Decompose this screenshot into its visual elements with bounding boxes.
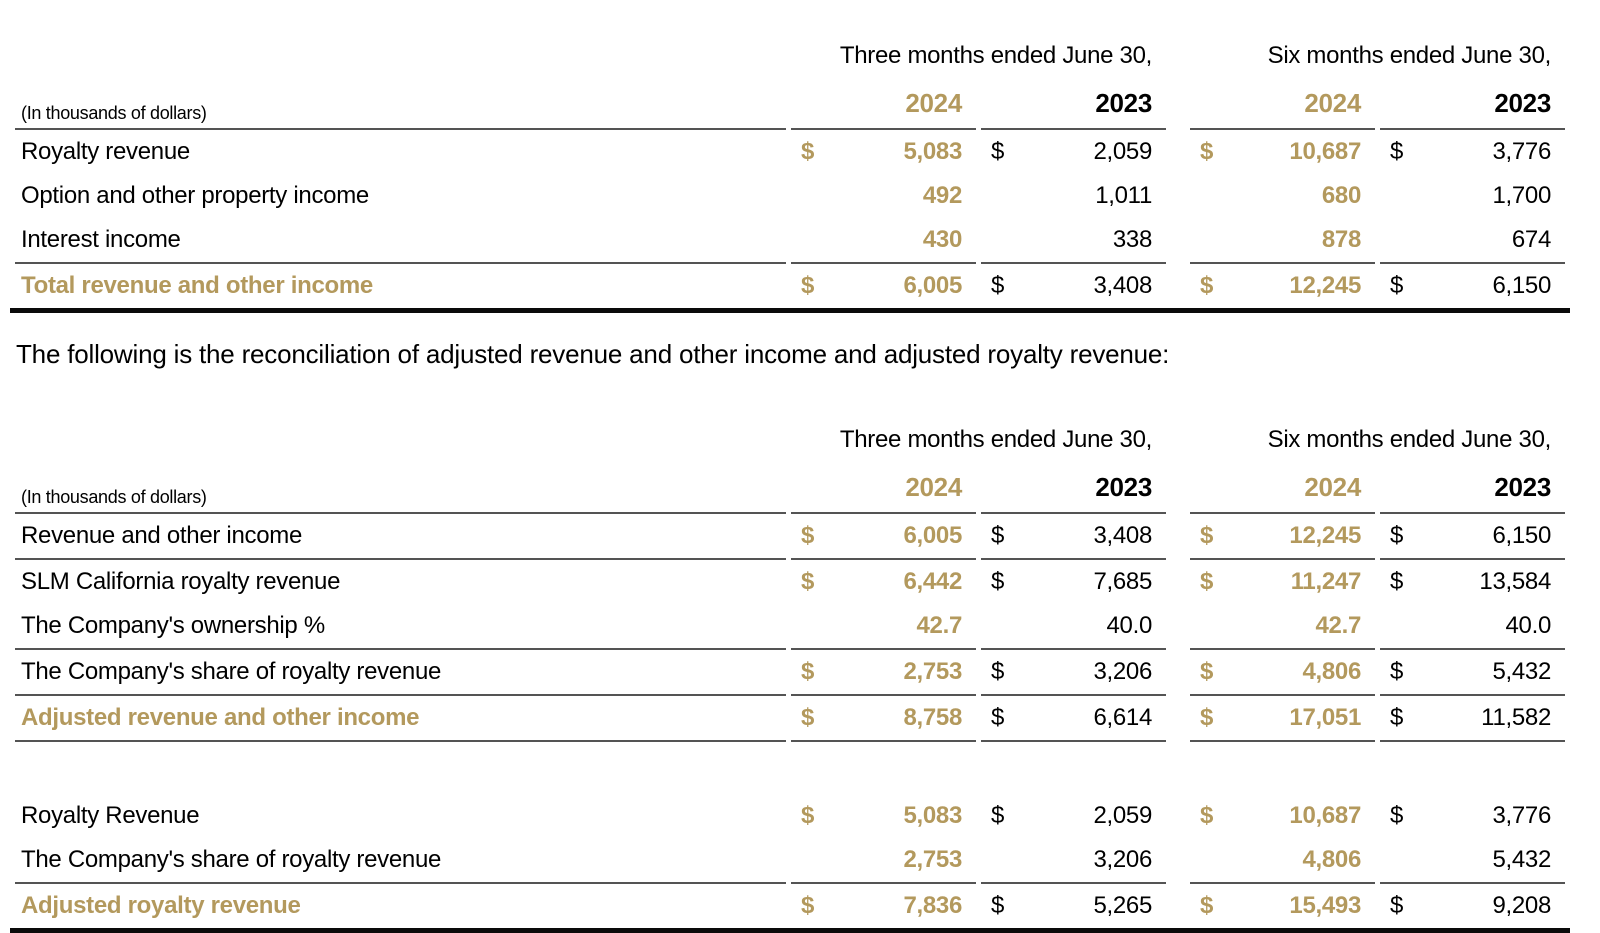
value: 10,687	[1289, 138, 1361, 165]
value: 492	[922, 182, 962, 209]
row-label: Total revenue and other income	[21, 272, 373, 299]
dollar-sign: $	[1200, 522, 1214, 549]
value-cell	[1380, 130, 1565, 174]
value: 4,806	[1302, 658, 1361, 685]
value: 2,753	[903, 846, 962, 873]
dollar-sign: $	[801, 568, 815, 595]
dollar-sign: $	[991, 658, 1005, 685]
year-header-2024: 2024	[1190, 462, 1375, 514]
value: 2,059	[1093, 802, 1152, 829]
value: 3,206	[1093, 846, 1152, 873]
value-cell	[1380, 650, 1565, 696]
total-row	[15, 884, 1565, 928]
dollar-sign: $	[1200, 272, 1214, 299]
value: 5,432	[1492, 658, 1551, 685]
dollar-sign: $	[1200, 658, 1214, 685]
dollar-sign: $	[801, 892, 815, 919]
value: 1,011	[1095, 182, 1152, 209]
value-cell	[1190, 884, 1375, 928]
dollar-sign: $	[801, 802, 815, 829]
value: 11,247	[1290, 568, 1361, 595]
value-cell	[1190, 174, 1375, 218]
year-header-2023: 2023	[1380, 78, 1565, 130]
value-cell	[791, 838, 976, 884]
table-row	[15, 604, 1565, 650]
value: 3,776	[1492, 138, 1551, 165]
value: 17,051	[1289, 704, 1361, 731]
value-cell	[981, 264, 1166, 308]
value: 12,245	[1289, 522, 1361, 549]
dollar-sign: $	[991, 272, 1005, 299]
value: 42.7	[1315, 612, 1361, 639]
value-cell	[791, 604, 976, 650]
value-cell	[1190, 650, 1375, 696]
row-label: Adjusted royalty revenue	[21, 892, 301, 919]
spacer-row	[15, 742, 1565, 794]
value-cell	[981, 174, 1166, 218]
value: 338	[1112, 226, 1152, 253]
table-row	[15, 130, 1565, 174]
dollar-sign: $	[1200, 568, 1214, 595]
value-cell	[791, 218, 976, 264]
dollar-sign: $	[801, 704, 815, 731]
dollar-sign: $	[801, 658, 815, 685]
row-label: Interest income	[15, 218, 786, 264]
period-header-three-months: Three months ended June 30,	[839, 426, 1152, 453]
year-header-row	[15, 78, 1565, 130]
value: 878	[1321, 226, 1361, 253]
row-label: SLM California royalty revenue	[21, 568, 341, 595]
value-cell	[1380, 696, 1565, 742]
dollar-sign: $	[1200, 892, 1214, 919]
value: 7,836	[903, 892, 962, 919]
value-cell	[1190, 794, 1375, 838]
value-cell	[981, 650, 1166, 696]
value: 11,582	[1481, 704, 1551, 731]
value: 680	[1321, 182, 1361, 209]
units-label: (In thousands of dollars)	[15, 462, 786, 514]
year-header-2023: 2023	[981, 462, 1166, 514]
units-label: (In thousands of dollars)	[15, 78, 786, 130]
value-cell	[1190, 130, 1375, 174]
value: 9,208	[1492, 892, 1551, 919]
row-label: The Company's ownership %	[15, 604, 786, 650]
reconciliation-table-wrap	[10, 410, 1570, 933]
value-cell	[1380, 264, 1565, 308]
dollar-sign: $	[991, 568, 1005, 595]
value: 2,753	[903, 658, 962, 685]
value-cell	[981, 514, 1166, 560]
value-cell	[1190, 604, 1375, 650]
dollar-sign: $	[991, 522, 1005, 549]
value: 3,408	[1093, 522, 1152, 549]
revenue-table-wrap	[10, 26, 1570, 313]
dollar-sign: $	[801, 138, 815, 165]
table-row	[15, 838, 1565, 884]
year-header-2023: 2023	[1380, 462, 1565, 514]
row-label: Adjusted revenue and other income	[15, 696, 786, 742]
value-cell	[1380, 514, 1565, 560]
value: 5,083	[903, 138, 962, 165]
value-cell	[1190, 514, 1375, 560]
value-cell	[981, 696, 1166, 742]
row-label: Royalty revenue	[21, 138, 190, 165]
value-cell	[1380, 174, 1565, 218]
dollar-sign: $	[991, 892, 1005, 919]
row-label: The Company's share of royalty revenue	[15, 838, 786, 884]
table-header-row	[15, 410, 1565, 462]
value-cell	[1380, 884, 1565, 928]
period-header-three-months: Three months ended June 30,	[839, 42, 1152, 69]
table-row	[15, 514, 1565, 560]
value: 1,700	[1492, 182, 1551, 209]
table-row	[15, 560, 1565, 604]
value: 4,806	[1302, 846, 1361, 873]
value-cell	[1190, 218, 1375, 264]
dollar-sign: $	[801, 522, 815, 549]
value: 6,150	[1492, 522, 1551, 549]
dollar-sign: $	[1390, 522, 1404, 549]
value: 6,005	[903, 522, 962, 549]
dollar-sign: $	[1390, 658, 1404, 685]
row-label: Royalty Revenue	[21, 802, 200, 829]
value-cell	[791, 130, 976, 174]
value: 42.7	[916, 612, 962, 639]
value: 40.0	[1106, 612, 1152, 639]
year-header-2024: 2024	[791, 462, 976, 514]
value-cell	[1380, 794, 1565, 838]
value: 12,245	[1289, 272, 1361, 299]
year-header-row	[15, 462, 1565, 514]
value-cell	[981, 884, 1166, 928]
table-row	[15, 174, 1565, 218]
value-cell	[791, 514, 976, 560]
value-cell	[1380, 838, 1565, 884]
value-cell	[981, 130, 1166, 174]
value-cell	[1380, 560, 1565, 604]
value-cell	[791, 884, 976, 928]
dollar-sign: $	[801, 272, 815, 299]
value-cell	[791, 174, 976, 218]
value: 5,083	[903, 802, 962, 829]
value: 6,614	[1093, 704, 1152, 731]
dollar-sign: $	[1200, 138, 1214, 165]
reconciliation-table	[10, 410, 1570, 928]
reconciliation-intro-text: The following is the reconciliation of adjusted revenue and other income and adjusted royalty revenue:	[16, 339, 1170, 369]
period-header-six-months: Six months ended June 30,	[1267, 42, 1551, 69]
value-cell	[1190, 696, 1375, 742]
value: 15,493	[1289, 892, 1361, 919]
dollar-sign: $	[1390, 272, 1404, 299]
table-row	[15, 794, 1565, 838]
dollar-sign: $	[1390, 568, 1404, 595]
value: 430	[922, 226, 962, 253]
dollar-sign: $	[1200, 704, 1214, 731]
row-label: Revenue and other income	[15, 514, 786, 560]
value-cell	[981, 560, 1166, 604]
dollar-sign: $	[991, 802, 1005, 829]
value: 3,206	[1093, 658, 1152, 685]
total-row	[15, 264, 1565, 308]
dollar-sign: $	[1390, 704, 1404, 731]
value-cell	[981, 218, 1166, 264]
value-cell	[1380, 604, 1565, 650]
value-cell	[1190, 560, 1375, 604]
value-cell	[981, 794, 1166, 838]
dollar-sign: $	[1390, 802, 1404, 829]
revenue-table	[10, 26, 1570, 308]
value: 10,687	[1289, 802, 1361, 829]
total-row	[15, 696, 1565, 742]
year-header-2024: 2024	[791, 78, 976, 130]
value: 674	[1511, 226, 1551, 253]
value-cell	[981, 838, 1166, 884]
value: 2,059	[1093, 138, 1152, 165]
value: 5,265	[1093, 892, 1152, 919]
value: 6,005	[903, 272, 962, 299]
dollar-sign: $	[991, 138, 1005, 165]
dollar-sign: $	[1200, 802, 1214, 829]
value-cell	[1190, 838, 1375, 884]
value: 13,584	[1479, 568, 1551, 595]
year-header-2024: 2024	[1190, 78, 1375, 130]
table-row	[15, 650, 1565, 696]
value-cell	[791, 650, 976, 696]
year-header-2023: 2023	[981, 78, 1166, 130]
dollar-sign: $	[1390, 892, 1404, 919]
value: 40.0	[1505, 612, 1551, 639]
value: 7,685	[1093, 568, 1152, 595]
table-header-row	[15, 26, 1565, 78]
value: 3,776	[1492, 802, 1551, 829]
row-label: Option and other property income	[21, 182, 369, 209]
value-cell	[791, 560, 976, 604]
value-cell	[791, 264, 976, 308]
row-label: The Company's share of royalty revenue	[15, 650, 786, 696]
dollar-sign: $	[1390, 138, 1404, 165]
value: 3,408	[1093, 272, 1152, 299]
value-cell	[1380, 218, 1565, 264]
value: 8,758	[903, 704, 962, 731]
table-row	[15, 218, 1565, 264]
value: 6,442	[903, 568, 962, 595]
value: 5,432	[1492, 846, 1551, 873]
value-cell	[791, 794, 976, 838]
value: 6,150	[1492, 272, 1551, 299]
period-header-six-months: Six months ended June 30,	[1267, 426, 1551, 453]
dollar-sign: $	[991, 704, 1005, 731]
value-cell	[981, 604, 1166, 650]
value-cell	[791, 696, 976, 742]
value-cell	[1190, 264, 1375, 308]
